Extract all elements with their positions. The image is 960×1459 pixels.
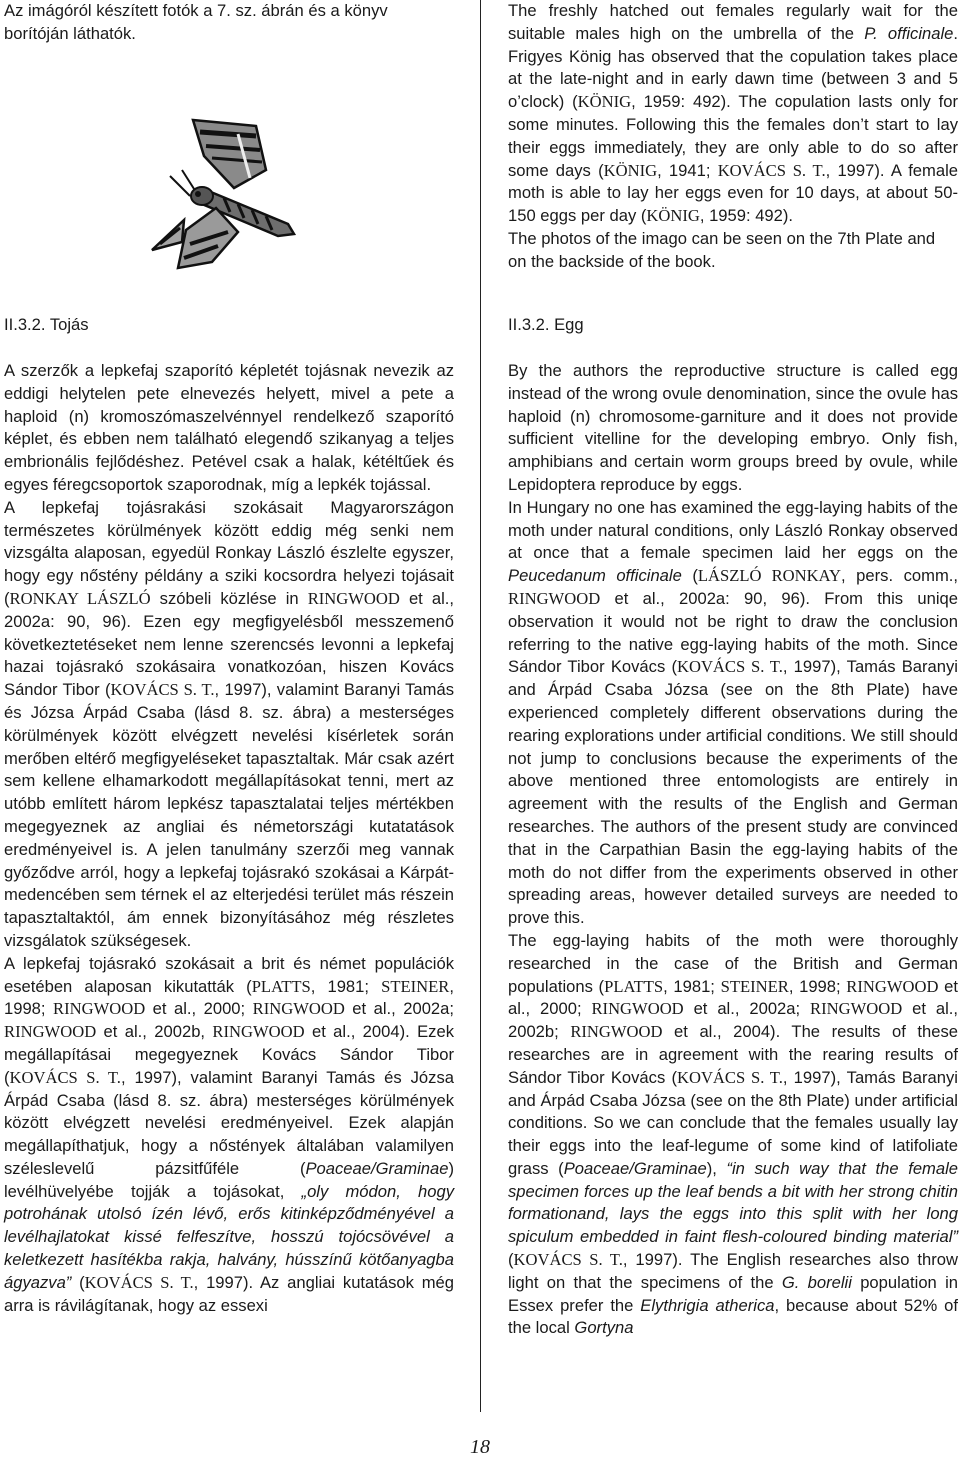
left-paragraph-2: A lepkefaj tojásrakási szokásait Magyarországon természetes körülmények között eddig még senki nem vizsgálta alaposan, egyedül Ronkay László észlelte egyszer, hogy egy nőstény példány a sziki kocsordra helyezi tojásait (RONKAY LÁSZLÓ szóbeli közlése in RINGWOOD et al., 2002a: 90, 96). Ezen egy megfigyelésből messzemenő következtetéseket nem lenne szerencsés levonni a lepkefaj hazai tojásrakó szokásaira vonatkozóan, hiszen Kovács Sándor Tibor (KOVÁCS S. T., 1997), valamint Baranyi Tamás és Józsa Árpád Csaba (lásd 8. sz. ábra) a mesterséges körülmények között elvégzett nevelési kísérletek során merőben eltérő megfigyeléseket tapasztaltak. Már csak azért sem kellene elhamarkodott megállapításokat tenni, mert az utóbb említett három lepkész tapasztalatai teljes mértékben megegyeznek az angliai és németországi kutatatások eredményeivel is. A jelen tanulmány szerzői meg vannak győződve arról, hogy a lepkefaj tojásrakó szokásai a Kárpát-medencében sem térnek el az elterjedési terület más részein tapasztaltaktól, ám ennek bizonyításához még részletes vizsgálatok szükségesek.: [4, 497, 454, 950]
moth-illustration: [138, 112, 318, 274]
left-paragraph-3: A lepkefaj tojásrakó szokásait a brit és német populációk esetében alaposan kikutatták (PLATTS, 1981; STEINER, 1998; RINGWOOD et al., 2000; RINGWOOD et al., 2002a; RINGWOOD et al., 2002b, RINGWOOD et al., 2004). Ezek megállapításai megegyeznek Kovács Sándor Tibor (KOVÁCS S. T., 1997), valamint Baranyi Tamás és Józsa Árpád Csaba (lásd 8. sz. ábra) mesterséges körülmények között elvégzett nevelési eredményeivel. Ezek alapján megállapíthatjuk, hogy a nőstények általában valamilyen széleslevelű pázsitfűféle (Poaceae/Graminae) levélhüvelyébe tojják a tojásokat, „oly módon, hogy potrohának utolsó ízén lévő, erős kitinképződményével a levélhajlatokat kissé felfeszítve, hosszú tojócsövével a keletkezett hasítékba rakja, halvány, hússzínű kötőanyagba ágyazva” (KOVÁCS S. T., 1997). Az angliai kutatások még arra is rávilágítanak, hogy az essexi: [4, 953, 455, 1315]
right-column-top: [508, 0, 958, 274]
right-section-heading: II.3.2. Egg: [508, 315, 584, 334]
right-paragraph-2: In Hungary no one has examined the egg-laying habits of the moth under natural conditions, only László Ronkay observed at once that a female specimen laid her eggs on the Peucedanum officinale (LÁSZLÓ RONKAY, pers. comm., RINGWOOD et al., 2002a: 90, 96). From this uniqe observation it would not be right to draw the conclusion referring to the native egg-laying habits of the moth. Since Sándor Tibor Kovács (KOVÁCS S. T., 1997), Tamás Baranyi and Árpád Csaba Józsa (see on the 8th Plate) have experienced completely different observations during the rearing explorations under artificial conditions. We still should not jump to conclusions because the experiments of the above mentioned three entomologists are entirely in agreement with the results of the English and German researches. The authors of the present study are convinced that in the Carpathian Basin the egg-laying habits of the moth do not differ from the experiments observed in other spreading areas, however detailed surveys are needed to prove this.: [508, 497, 958, 928]
right-photos-note: The photos of the imago can be seen on the 7th Plate and on the backside of the book.: [508, 228, 936, 271]
right-paragraph-3: The egg-laying habits of the moth were thoroughly researched in the case of the British and German populations (PLATTS, 1981; STEINER, 1998; RINGWOOD et al., 2000; RINGWOOD et al., 2002a; RINGWOOD et al., 2002b; RINGWOOD et al., 2004). The results of these researches are in agreement with the rearing results of Sándor Tibor Kovács (KOVÁCS S. T., 1997), Tamás Baranyi and Árpád Csaba Józsa (see on the 8th Plate) under artificial conditions. So we can conclude that the females usually lay their eggs into the leaf-legume of some kind of latifoliate grass (Poaceae/Graminae), “in such way that the female specimen forces up the leaf bends a bit with her strong chitin formationand, lays the eggs into this split with her long spiculum embedded in faint flesh-coloured binding material” (KOVÁCS S. T., 1997). The English researches also throw light on that the specimens of the G. borelii population in Essex prefer the Elythrigia atherica, because about 52% of the local Gortyna: [508, 930, 959, 1338]
left-paragraph-1: A szerzők a lepkefaj szaporító képletét tojásnak nevezik az eddigi helytelen pete elnevezés helyett, mivel a pete a haploid (n) kromoszómaszelvénnyel rendelkező szaporító képlet, és ebben nem található elegendő szikanyag a teljes embrionális fejlődéshez. Petével csak a halak, kétéltűek és egyes féregcsoportok szaporodnak, míg a lepkék tojással.: [4, 361, 454, 494]
column-divider: [480, 0, 481, 1412]
left-caption: Az imágóról készített fotók a 7. sz. ábrán és a könyv borítóján láthatók.: [4, 1, 388, 43]
right-paragraph-intro: The freshly hatched out females regularly wait for the suitable males high on the umbrella of the P. officinale. Frigyes König has observed that the copulation takes place at the late-night and in early dawn time (between 3 and 5 o’clock) (KÖNIG, 1959: 492). The copulation lasts only for some minutes. Following this the females don’t start to lay their eggs immediately, they are only able to do so after some days (KÖNIG, 1941; KOVÁCS S. T., 1997). A female moth is able to lay her eggs even for 10 days, at about 50-150 eggs per day (KÖNIG, 1959: 492).: [508, 1, 959, 226]
left-column-top: [4, 0, 454, 46]
right-column-body: [508, 360, 958, 1340]
left-column-body: [4, 360, 454, 1317]
right-paragraph-1: By the authors the reproductive structure is called egg instead of the wrong ovule denomination, since the ovule has haploid (n) chromosome-garniture and it does not provide sufficient vitelline for the developing embryo. Only fish, amphibians and certain worm groups breed by ovule, while Lepidoptera reproduce by eggs.: [508, 361, 958, 494]
left-section-heading: II.3.2. Tojás: [4, 315, 89, 334]
page-number: 18: [470, 1436, 490, 1458]
